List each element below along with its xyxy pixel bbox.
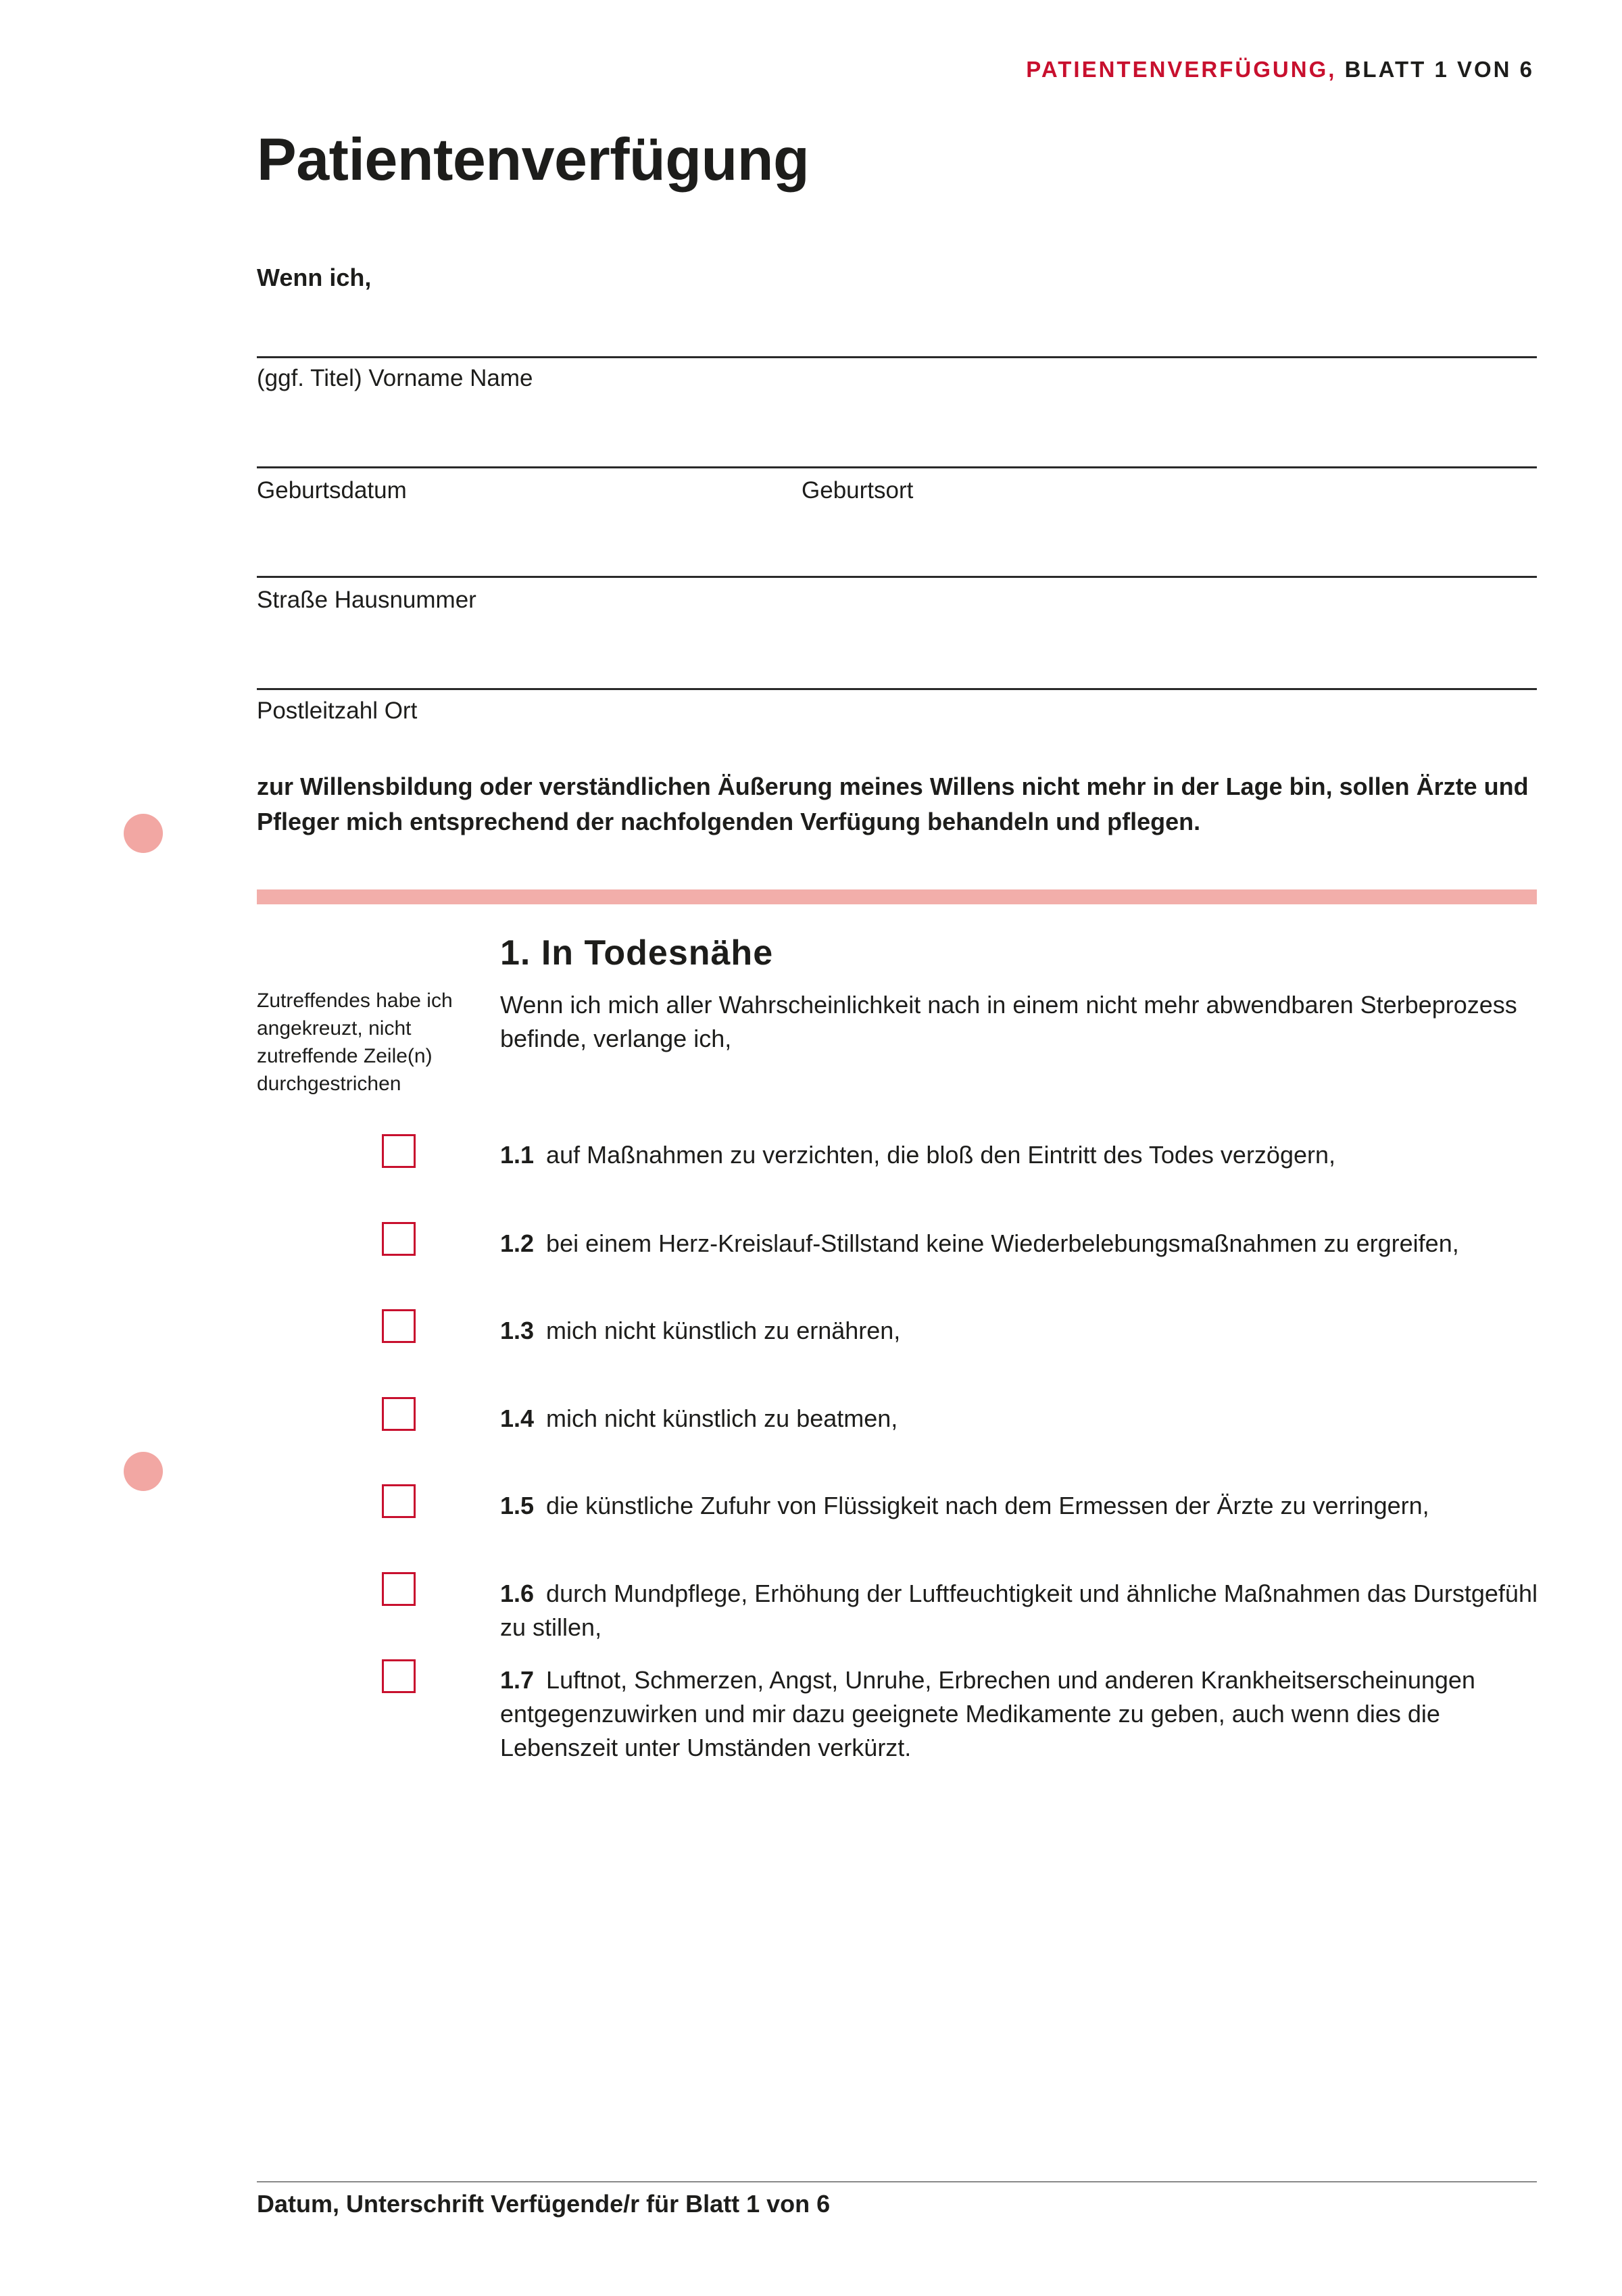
option-number: 1.5 bbox=[500, 1492, 535, 1519]
signature-label: Datum, Unterschrift Verfügende/r für Blatt 1 von 6 bbox=[257, 2190, 831, 2218]
intro-text: Wenn ich, bbox=[257, 264, 372, 291]
option-text: die künstliche Zufuhr von Flüssigkeit nach dem Ermessen der Ärzte zu verringern, bbox=[546, 1492, 1429, 1519]
sheet-indicator-page: BLATT 1 VON 6 bbox=[1336, 57, 1534, 82]
checkbox-1-3[interactable] bbox=[382, 1309, 416, 1343]
option-1-1 bbox=[500, 1138, 1554, 1172]
section-divider bbox=[257, 889, 1537, 904]
punch-hole-mark bbox=[124, 1452, 163, 1491]
city-field-label: Postleitzahl Ort bbox=[257, 698, 418, 724]
option-1-4 bbox=[500, 1402, 1554, 1436]
option-text: auf Maßnahmen zu verzichten, die bloß den Eintritt des Todes verzögern, bbox=[546, 1141, 1336, 1169]
checkbox-1-2[interactable] bbox=[382, 1222, 416, 1256]
option-text: bei einem Herz-Kreislauf-Stillstand keine Wiederbelebungsmaßnahmen zu ergreifen, bbox=[546, 1229, 1459, 1257]
name-field-label: (ggf. Titel) Vorname Name bbox=[257, 365, 533, 391]
sheet-indicator bbox=[1026, 57, 1534, 82]
punch-hole-mark bbox=[124, 814, 163, 853]
option-1-5 bbox=[500, 1489, 1554, 1523]
option-1-6 bbox=[500, 1577, 1554, 1644]
section-heading: 1. In Todesnähe bbox=[500, 933, 774, 973]
checkbox-1-6[interactable] bbox=[382, 1572, 416, 1606]
birthplace-field-label: Geburtsort bbox=[802, 477, 914, 504]
option-number: 1.2 bbox=[500, 1229, 535, 1257]
option-number: 1.4 bbox=[500, 1405, 535, 1432]
option-number: 1.1 bbox=[500, 1141, 535, 1169]
option-text: mich nicht künstlich zu beatmen, bbox=[546, 1405, 898, 1432]
statement-text: zur Willensbildung oder verständlichen Äußerung meines Willens nicht mehr in der Lage bin, sollen Ärzte und Pfleger mich entsprechend der nachfolgenden Verfügung behandeln und pflegen. bbox=[257, 773, 1529, 835]
option-text: Luftnot, Schmerzen, Angst, Unruhe, Erbrechen und anderen Krankheitserscheinungen entgegenzuwirken und mir dazu geeignete Medikamente zu geben, auch wenn dies die Lebenszeit unter Umständen verkürzt. bbox=[500, 1666, 1475, 1761]
birth-field-line[interactable] bbox=[257, 466, 1537, 468]
instruction-note: Zutreffendes habe ich angekreuzt, nicht zutreffende Zeile(n) durchgestrichen bbox=[257, 990, 453, 1095]
street-field-label: Straße Hausnummer bbox=[257, 587, 476, 613]
city-field-line[interactable] bbox=[257, 688, 1537, 690]
signature-line[interactable] bbox=[257, 2181, 1537, 2182]
page-title: Patientenverfügung bbox=[257, 126, 810, 193]
option-1-2 bbox=[500, 1227, 1554, 1261]
sheet-indicator-title: PATIENTENVERFÜGUNG, bbox=[1026, 57, 1337, 82]
option-1-7 bbox=[500, 1663, 1554, 1765]
checkbox-1-4[interactable] bbox=[382, 1397, 416, 1431]
option-text: mich nicht künstlich zu ernähren, bbox=[546, 1317, 901, 1344]
section-intro: Wenn ich mich aller Wahrscheinlichkeit nach in einem nicht mehr abwendbaren Sterbeprozess befinde, verlange ich, bbox=[500, 991, 1517, 1052]
option-number: 1.3 bbox=[500, 1317, 535, 1344]
option-number: 1.7 bbox=[500, 1666, 535, 1694]
name-field-line[interactable] bbox=[257, 356, 1537, 358]
checkbox-1-7[interactable] bbox=[382, 1659, 416, 1693]
checkbox-1-5[interactable] bbox=[382, 1484, 416, 1518]
birthdate-field-label: Geburtsdatum bbox=[257, 477, 407, 504]
checkbox-1-1[interactable] bbox=[382, 1134, 416, 1168]
option-1-3 bbox=[500, 1314, 1554, 1348]
option-text: durch Mundpflege, Erhöhung der Luftfeuchtigkeit und ähnliche Maßnahmen das Durstgefühl zu stillen, bbox=[500, 1580, 1538, 1641]
street-field-line[interactable] bbox=[257, 576, 1537, 578]
option-number: 1.6 bbox=[500, 1580, 535, 1607]
